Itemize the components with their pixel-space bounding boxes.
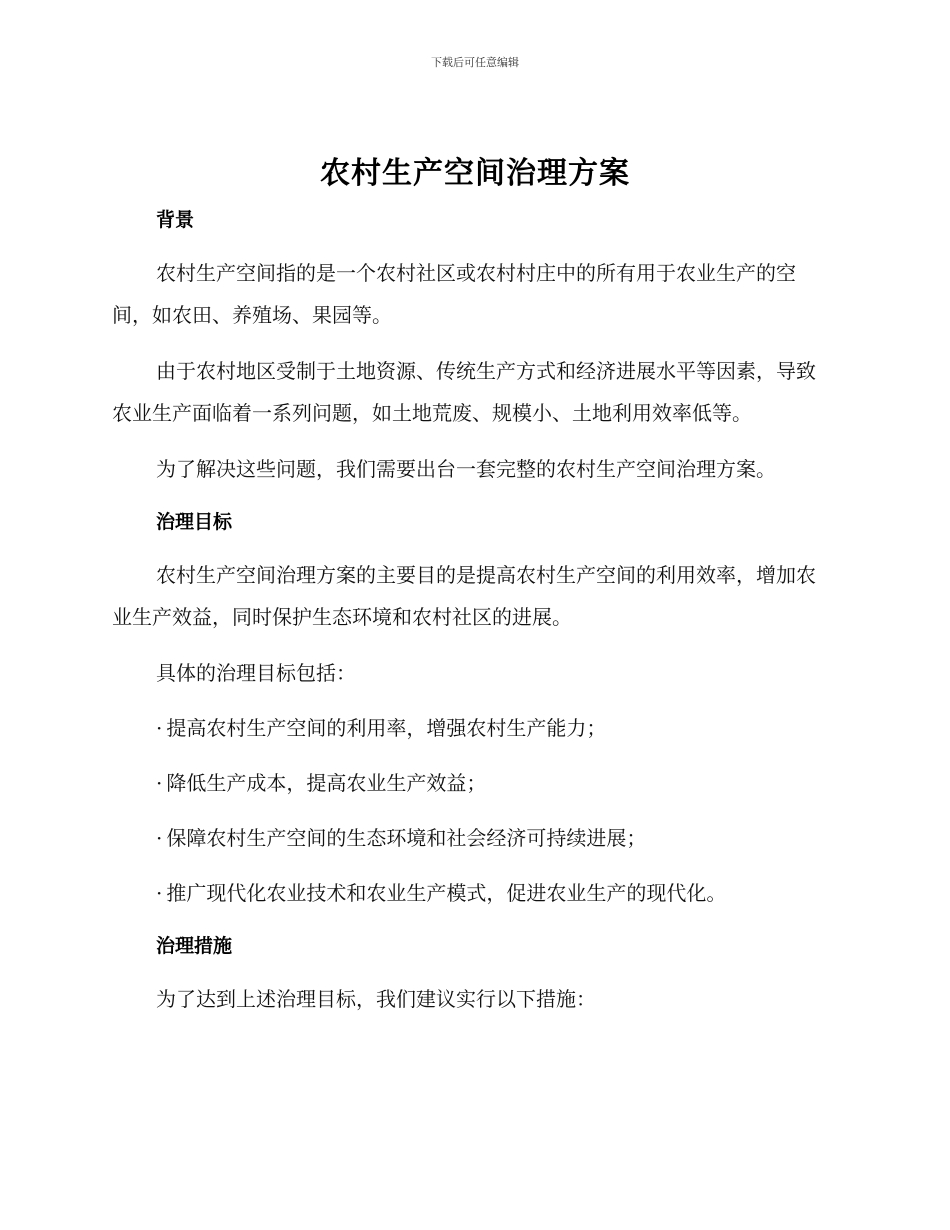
paragraph: 农村生产空间指的是一个农村社区或农村村庄中的所有用于农业生产的空间，如农田、养殖场、果园等。 [112, 261, 796, 327]
header-note: 下载后可任意编辑 [431, 56, 519, 69]
paragraph: 由于农村地区受制于土地资源、传统生产方式和经济进展水平等因素，导致农业生产面临着一系列问题，如土地荒废、规模小、土地利用效率低等。 [112, 359, 816, 425]
bullet-item [112, 872, 832, 914]
paragraph: 具体的治理目标包括： [156, 661, 356, 685]
bullet-dot: · [156, 771, 163, 795]
bullet-item [112, 762, 832, 804]
bullet-text: 推广现代化农业技术和农业生产模式，促进农业生产的现代化。 [166, 881, 727, 905]
section-heading-measures: 治理措施 [156, 935, 233, 957]
document-body [112, 200, 832, 1020]
bullet-dot: · [156, 881, 163, 905]
bullet-item [112, 707, 832, 749]
bullet-text: 保障农村生产空间的生态环境和社会经济可持续进展； [166, 826, 647, 850]
bullet-item [112, 817, 832, 859]
paragraph: 为了解决这些问题，我们需要出台一套完整的农村生产空间治理方案。 [156, 457, 776, 481]
bullet-dot: · [156, 826, 163, 850]
bullet-text: 降低生产成本，提高农业生产效益； [166, 771, 487, 795]
bullet-dot: · [156, 716, 163, 740]
paragraph: 农村生产空间治理方案的主要目的是提高农村生产空间的利用效率，增加农业生产效益，同时保护生态环境和农村社区的进展。 [112, 563, 816, 629]
section-heading-goals: 治理目标 [156, 511, 233, 533]
bullet-text: 提高农村生产空间的利用率，增强农村生产能力； [166, 716, 607, 740]
section-heading-background: 背景 [156, 209, 195, 231]
paragraph: 为了达到上述治理目标，我们建议实行以下措施： [156, 987, 596, 1011]
document-title: 农村生产空间治理方案 [320, 156, 630, 191]
